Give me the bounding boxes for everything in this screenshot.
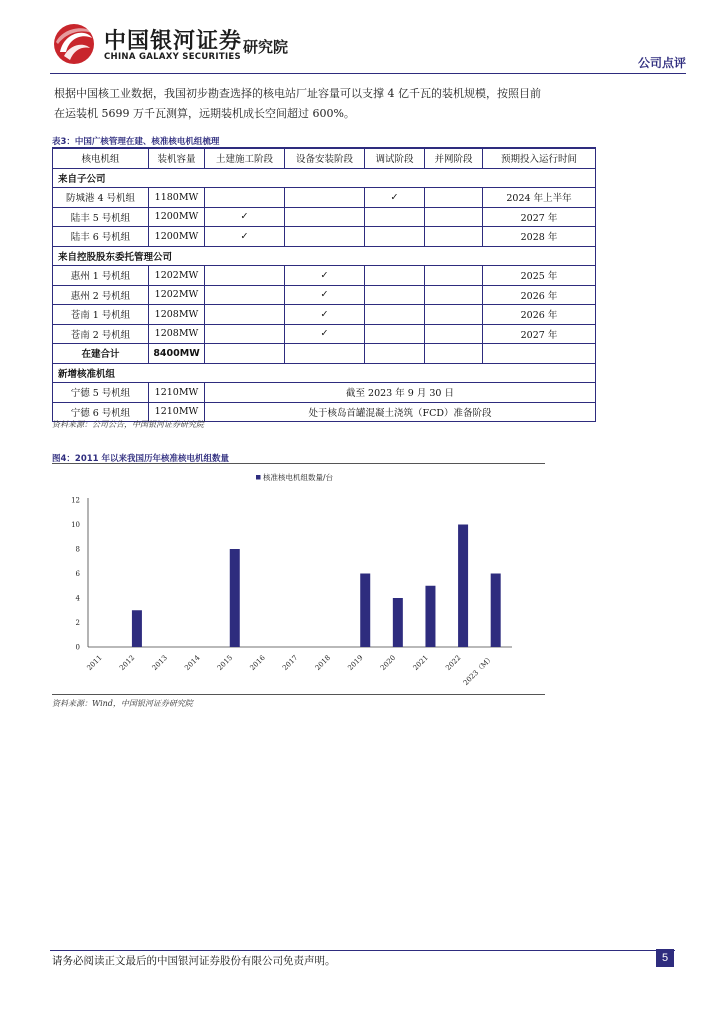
table-cell: 2024 年上半年 bbox=[483, 188, 596, 208]
column-header: 核电机组 bbox=[53, 148, 149, 168]
x-tick-label: 2023（M） bbox=[461, 653, 496, 687]
legend-swatch bbox=[256, 475, 261, 480]
table-cell: 2025 年 bbox=[483, 266, 596, 286]
table-cell bbox=[365, 344, 425, 364]
table-cell: ✓ bbox=[365, 188, 425, 208]
x-tick-label: 2011 bbox=[85, 653, 104, 673]
y-tick-label: 6 bbox=[75, 570, 80, 578]
brand-name-cn: 中国银河证券 bbox=[104, 29, 243, 54]
bar bbox=[458, 525, 468, 648]
total-label: 在建合计 bbox=[53, 344, 149, 364]
bar bbox=[491, 574, 501, 648]
table-cell: 1180MW bbox=[149, 188, 205, 208]
footer-disclaimer: 请务必阅读正文最后的中国银河证券股份有限公司免责声明。 bbox=[52, 955, 336, 967]
table-cell: 1200MW bbox=[149, 207, 205, 227]
table-row bbox=[53, 188, 596, 208]
x-tick-label: 2020 bbox=[378, 653, 398, 673]
body-paragraph bbox=[54, 84, 599, 124]
table-cell bbox=[205, 285, 285, 305]
y-tick-label: 0 bbox=[75, 643, 80, 652]
header-divider bbox=[50, 73, 686, 74]
table-cell: 1210MW bbox=[149, 383, 205, 403]
table-cell: ✓ bbox=[205, 227, 285, 247]
footer-divider bbox=[50, 950, 675, 951]
table-cell: 苍南 2 号机组 bbox=[53, 324, 149, 344]
table-cell bbox=[285, 227, 365, 247]
table-cell: 1208MW bbox=[149, 324, 205, 344]
bar bbox=[393, 598, 403, 647]
table-row bbox=[53, 383, 596, 403]
x-tick-label: 2016 bbox=[248, 653, 267, 673]
table-cell: 1208MW bbox=[149, 305, 205, 325]
nuclear-units-table bbox=[52, 147, 596, 422]
paragraph-line: 根据中国核工业数据，我国初步勘查选择的核电站厂址容量可以支撑 4 亿千瓦的装机规模，按照目前 bbox=[54, 87, 541, 100]
bar bbox=[230, 549, 240, 647]
table-cell bbox=[365, 324, 425, 344]
bar bbox=[425, 586, 435, 647]
page-number: 5 bbox=[656, 949, 674, 967]
table-cell bbox=[205, 266, 285, 286]
table-row bbox=[53, 285, 596, 305]
x-tick-label: 2018 bbox=[313, 653, 333, 673]
table-cell bbox=[425, 324, 483, 344]
table-cell bbox=[205, 344, 285, 364]
table-cell bbox=[483, 344, 596, 364]
brand-name-en: CHINA GALAXY SECURITIES bbox=[104, 52, 241, 62]
table-cell: 宁德 6 号机组 bbox=[53, 402, 149, 422]
table-cell: 惠州 2 号机组 bbox=[53, 285, 149, 305]
total-capacity: 8400MW bbox=[149, 344, 205, 364]
table-cell bbox=[425, 305, 483, 325]
table-total-row bbox=[53, 344, 596, 364]
section-label: 来自控股股东委托管理公司 bbox=[53, 246, 596, 266]
column-header: 装机容量 bbox=[149, 148, 205, 168]
table-cell: ✓ bbox=[285, 285, 365, 305]
table-cell: 惠州 1 号机组 bbox=[53, 266, 149, 286]
paragraph-line: 在运装机 5699 万千瓦测算，远期装机成长空间超过 600%。 bbox=[54, 107, 355, 120]
column-header: 预期投入运行时间 bbox=[483, 148, 596, 168]
y-tick-label: 12 bbox=[71, 496, 80, 505]
chart-legend bbox=[256, 472, 334, 482]
table-header-row bbox=[53, 148, 596, 168]
table-cell: ✓ bbox=[285, 324, 365, 344]
table-cell bbox=[205, 305, 285, 325]
section-label: 新增核准机组 bbox=[53, 363, 596, 383]
chart-bottom-rule bbox=[52, 694, 545, 695]
document-type-label: 公司点评 bbox=[637, 56, 686, 70]
table-cell: 苍南 1 号机组 bbox=[53, 305, 149, 325]
table-row bbox=[53, 227, 596, 247]
table-cell-merged: 处于核岛首罐混凝土浇筑（FCD）准备阶段 bbox=[205, 402, 596, 422]
company-logo bbox=[50, 22, 98, 66]
table-cell: 宁德 5 号机组 bbox=[53, 383, 149, 403]
x-tick-label: 2014 bbox=[183, 653, 202, 673]
table-cell: 2026 年 bbox=[483, 305, 596, 325]
table-cell bbox=[285, 207, 365, 227]
table-cell bbox=[365, 285, 425, 305]
y-tick-label: 4 bbox=[75, 594, 80, 603]
table-cell bbox=[205, 188, 285, 208]
table-cell: 陆丰 5 号机组 bbox=[53, 207, 149, 227]
x-tick-label: 2015 bbox=[215, 653, 235, 673]
table-caption: 表3：中国广核管理在建、核准核电机组梳理 bbox=[52, 137, 220, 147]
table-cell bbox=[425, 344, 483, 364]
table-cell: 2028 年 bbox=[483, 227, 596, 247]
table-section-row bbox=[53, 168, 596, 188]
table-cell: ✓ bbox=[285, 305, 365, 325]
table-row bbox=[53, 305, 596, 325]
brand-institute: 研究院 bbox=[243, 38, 289, 56]
table-cell bbox=[425, 266, 483, 286]
table-cell: 1202MW bbox=[149, 266, 205, 286]
x-tick-label: 2013 bbox=[150, 653, 169, 673]
column-header: 设备安装阶段 bbox=[285, 148, 365, 168]
bar bbox=[132, 610, 142, 647]
table-cell bbox=[425, 207, 483, 227]
table-cell bbox=[365, 227, 425, 247]
table-cell bbox=[285, 344, 365, 364]
chart-caption: 图4：2011 年以来我国历年核准核电机组数量 bbox=[52, 454, 230, 464]
table-cell: 防城港 4 号机组 bbox=[53, 188, 149, 208]
table-cell: 2027 年 bbox=[483, 324, 596, 344]
table-row bbox=[53, 324, 596, 344]
table-section-row bbox=[53, 246, 596, 266]
chart-top-rule bbox=[52, 463, 545, 464]
table-cell bbox=[205, 324, 285, 344]
table-cell: 1210MW bbox=[149, 402, 205, 422]
x-tick-label: 2017 bbox=[281, 653, 300, 673]
bar bbox=[360, 574, 370, 648]
table-cell bbox=[285, 188, 365, 208]
section-label: 来自子公司 bbox=[53, 168, 596, 188]
column-header: 土建施工阶段 bbox=[205, 148, 285, 168]
column-header: 并网阶段 bbox=[425, 148, 483, 168]
y-tick-label: 10 bbox=[71, 521, 80, 529]
x-tick-label: 2012 bbox=[118, 653, 137, 673]
table-source-note: 资料来源：公司公告，中国银河证券研究院 bbox=[52, 420, 204, 429]
table-cell: 陆丰 6 号机组 bbox=[53, 227, 149, 247]
table-section-row bbox=[53, 363, 596, 383]
table-cell bbox=[425, 188, 483, 208]
table-cell: ✓ bbox=[285, 266, 365, 286]
table-cell: 2027 年 bbox=[483, 207, 596, 227]
table-cell: ✓ bbox=[205, 207, 285, 227]
table-cell bbox=[365, 207, 425, 227]
x-tick-label: 2019 bbox=[346, 653, 365, 673]
table-cell bbox=[365, 266, 425, 286]
table-cell: 2026 年 bbox=[483, 285, 596, 305]
table-cell: 1202MW bbox=[149, 285, 205, 305]
y-tick-label: 2 bbox=[75, 619, 80, 627]
y-tick-label: 8 bbox=[75, 545, 80, 554]
chart-source-note: 资料来源：Wind，中国银河证券研究院 bbox=[52, 699, 193, 708]
legend-label: 核准核电机组数量/台 bbox=[263, 473, 334, 482]
bar-chart bbox=[52, 466, 545, 692]
table-cell bbox=[365, 305, 425, 325]
table-cell: 1200MW bbox=[149, 227, 205, 247]
table-cell bbox=[425, 285, 483, 305]
x-tick-label: 2022 bbox=[444, 653, 463, 673]
table-row bbox=[53, 207, 596, 227]
table-cell bbox=[425, 227, 483, 247]
x-tick-label: 2021 bbox=[411, 653, 430, 673]
column-header: 调试阶段 bbox=[365, 148, 425, 168]
table-cell-merged: 截至 2023 年 9 月 30 日 bbox=[205, 383, 596, 403]
table-row bbox=[53, 266, 596, 286]
